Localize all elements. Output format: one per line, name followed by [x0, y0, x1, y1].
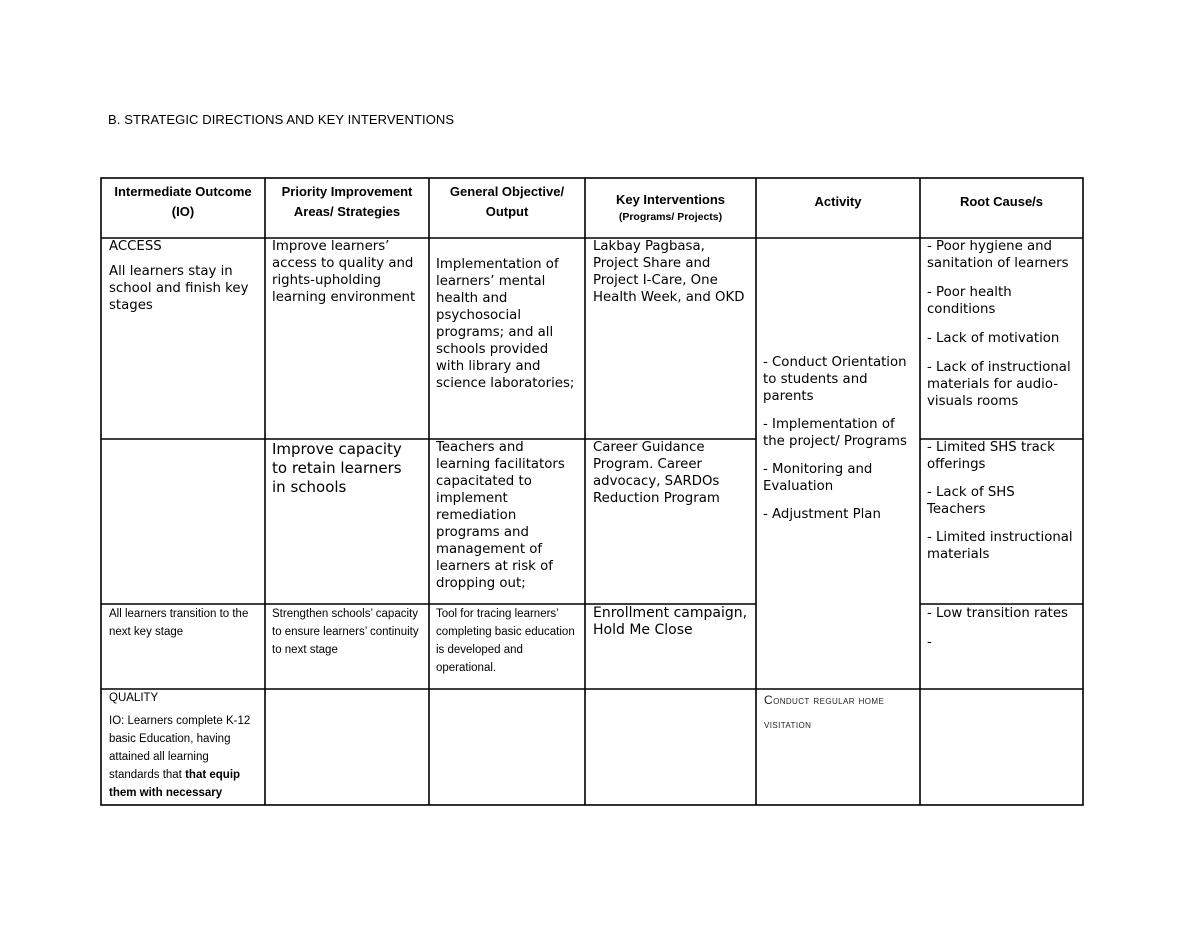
root-cause-item: - Poor health conditions — [927, 285, 1012, 317]
header-io-line1: Intermediate Outcome — [114, 184, 252, 199]
header-go-line2: Output — [485, 204, 529, 219]
root-cause-item: - Lack of SHS Teachers — [927, 485, 1015, 517]
row2-interventions: Career Guidance Program. Career advocacy, SARDOs Reduction Program — [593, 440, 720, 506]
row1-io — [105, 238, 261, 314]
header-ki-line1: Key Interventions — [615, 192, 726, 207]
section-heading: B. STRATEGIC DIRECTIONS AND KEY INTERVENTIONS — [108, 112, 455, 127]
header-go-line1: General Objective/ — [449, 184, 565, 199]
header-root-causes: Root Cause/s — [959, 194, 1044, 209]
header-general-objective — [429, 182, 585, 222]
header-key-interventions — [585, 190, 756, 224]
row1-objective: Implementation of learners’ mental health and psychosocial programs; and all schools provided with library and science laboratories; — [436, 257, 575, 391]
row2-priority: Improve capacity to retain learners in schools — [272, 440, 402, 496]
row2-objective: Teachers and learning facilitators capacitated to implement remediation programs and management of learners at risk of dropping out; — [436, 440, 565, 591]
row2-root-causes — [923, 439, 1081, 574]
row4-io — [105, 689, 263, 804]
header-pia-line2: Areas/ Strategies — [293, 204, 401, 219]
row4-io-title: QUALITY — [109, 692, 159, 704]
row4-io-text: IO: Learners complete K-12 basic Education, having attained all learning standards that — [109, 715, 251, 781]
root-cause-item: - — [927, 635, 932, 650]
row4-io-bold: that equip them with necessary — [109, 769, 241, 799]
header-io-line2: (IO) — [171, 204, 195, 219]
row1-io-text: All learners stay in school and finish key stages — [109, 264, 249, 313]
row1-root-causes — [923, 238, 1081, 422]
root-cause-item: - Poor hygiene and sanitation of learners — [927, 239, 1069, 271]
row3-io: All learners transition to the next key stage — [109, 608, 249, 638]
root-cause-item: - Lack of instructional materials for audio-visuals rooms — [927, 360, 1071, 409]
header-priority-improvement — [265, 182, 429, 222]
header-intermediate-outcome — [101, 182, 265, 222]
header-pia-line1: Priority Improvement — [281, 184, 413, 199]
activity-item: - Monitoring and Evaluation — [763, 462, 873, 494]
header-activity: Activity — [814, 194, 862, 209]
root-cause-item: - Limited SHS track offerings — [927, 440, 1055, 472]
activity-item: - Implementation of the project/ Programs — [763, 417, 907, 449]
row1-priority: Improve learners’ access to quality and rights-upholding learning environment — [272, 239, 416, 305]
row4-activity: Conduct regular home visitation — [764, 693, 885, 731]
root-cause-item: - Limited instructional materials — [927, 530, 1073, 562]
row3-interventions: Enrollment campaign, Hold Me Close — [593, 605, 748, 638]
root-cause-item: - Lack of motivation — [927, 331, 1060, 346]
row4-io-body — [109, 712, 259, 802]
root-cause-item: - Low transition rates — [927, 606, 1068, 621]
header-ki-sub: (Programs/ Projects) — [618, 211, 723, 223]
row3-root-causes — [923, 605, 1081, 663]
row1-interventions: Lakbay Pagbasa, Project Share and Project I-Care, One Health Week, and OKD — [593, 239, 745, 305]
row3-objective: Tool for tracing learners’ completing basic education is developed and operational. — [436, 608, 575, 674]
activity-list — [759, 354, 917, 534]
row3-priority: Strengthen schools’ capacity to ensure learners’ continuity to next stage — [272, 608, 419, 656]
activity-item: - Adjustment Plan — [763, 507, 881, 522]
row1-io-title: ACCESS — [109, 239, 162, 254]
activity-item: - Conduct Orientation to students and parents — [763, 355, 907, 404]
